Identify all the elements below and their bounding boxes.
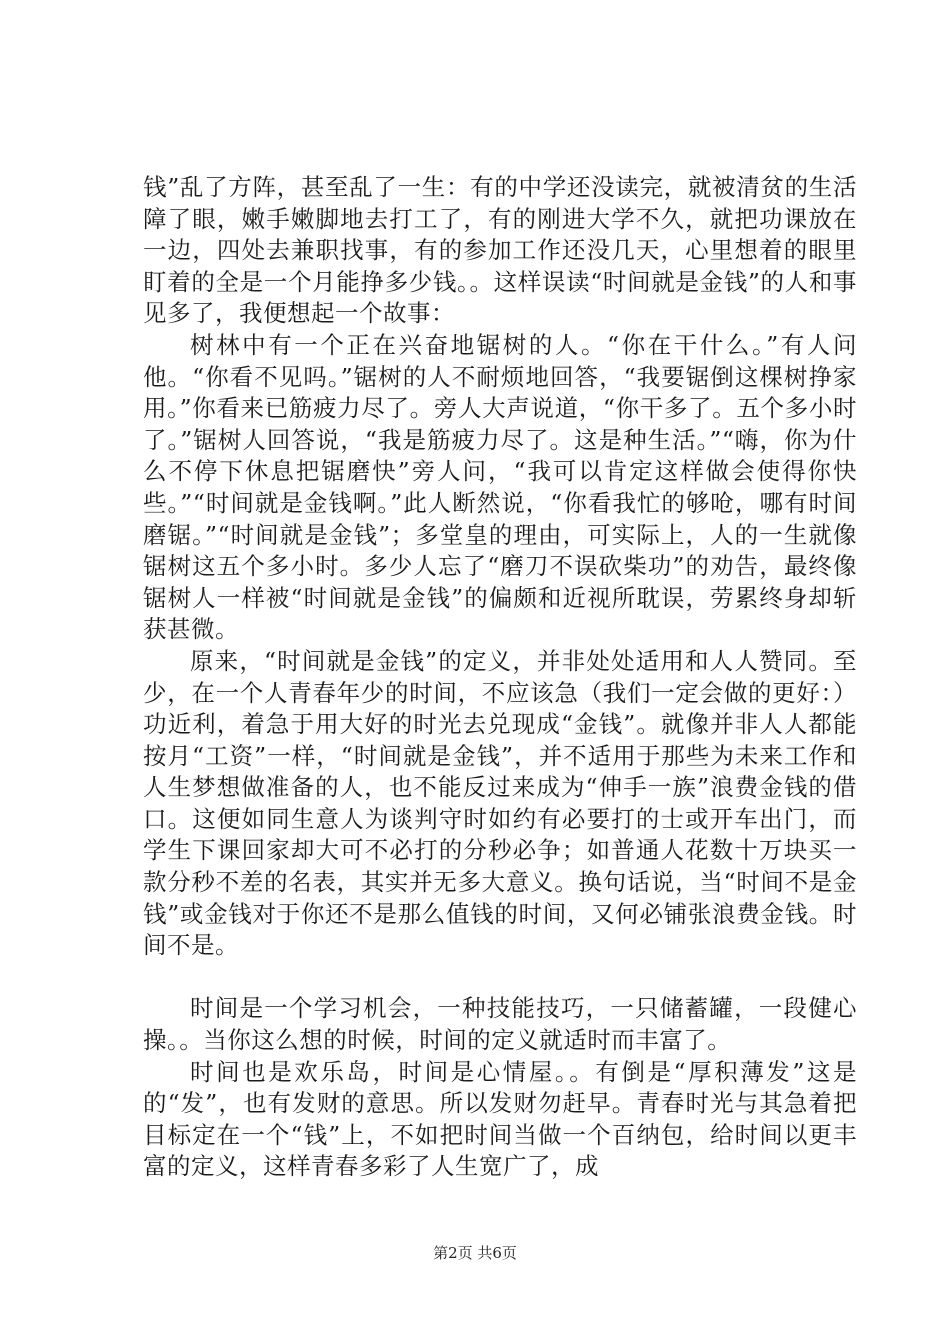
paragraph: 钱”乱了方阵，甚至乱了一生：有的中学还没读完，就被清贫的生活障了眼，嫩手嫩脚地去打工了，有的刚进大学不久，就把功课放在一边，四处去兼职找事，有的参加工作还没几天，心里想着的眼里盯着的全是一个月能挣多少钱。。这样误读“时间就是金钱”的人和事见多了，我便想起一个故事：	[143, 173, 857, 328]
page-number-footer: 第2页 共6页	[433, 1244, 517, 1262]
paragraph: 时间是一个学习机会，一种技能技巧，一只储蓄罐，一段健心操。。当你这么想的时候，时间的定义就适时而丰富了。	[143, 994, 857, 1055]
paragraph: 原来，“时间就是金钱”的定义，并非处处适用和人人赞同。至少，在一个人青春年少的时间，不应该急（我们一定会做的更好：）功近利，着急于用大好的时光去兑现成“金钱”。就像并非人人都能按月“工资”一样，“时间就是金钱”，并不适用于那些为未来工作和人生梦想做准备的人，也不能反过来成为“伸手一族”浪费金钱的借口。这便如同生意人为谈判守时如约有必要打的士或开车出门，而学生下课回家却大可不必打的分秒必争；如普通人花数十万块买一款分秒不差的名表，其实并无多大意义。换句话说，当“时间不是金钱”或金钱对于你还不是那么值钱的时间，又何必铺张浪费金钱。时间不是。	[143, 646, 857, 960]
paragraph-spacer	[143, 962, 857, 994]
document-body	[143, 172, 857, 1183]
paragraph: 时间也是欢乐岛，时间是心情屋。。有倒是“厚积薄发”这是的“发”，也有发财的意思。所以发财勿赶早。青春时光与其急着把目标定在一个“钱”上，不如把时间当做一个百纳包，给时间以更丰富的定义，这样青春多彩了人生宽广了，成	[143, 1057, 857, 1181]
paragraph: 树林中有一个正在兴奋地锯树的人。“你在干什么。”有人问他。“你看不见吗。”锯树的人不耐烦地回答，“我要锯倒这棵树挣家用。”你看来已筋疲力尽了。旁人大声说道，“你干多了。五个多小时了。”锯树人回答说，“我是筋疲力尽了。这是种生活。”“嗨，你为什么不停下休息把锯磨快”旁人问，“我可以肯定这样做会使得你快些。”“时间就是金钱啊。”此人断然说，“你看我忙的够呛，哪有时间磨锯。”“时间就是金钱”；多堂皇的理由，可实际上，人的一生就像锯树这五个多小时。多少人忘了“磨刀不误砍柴功”的劝告，最终像锯树人一样被“时间就是金钱”的偏颇和近视所耽误，劳累终身却斩获甚微。	[143, 330, 857, 644]
